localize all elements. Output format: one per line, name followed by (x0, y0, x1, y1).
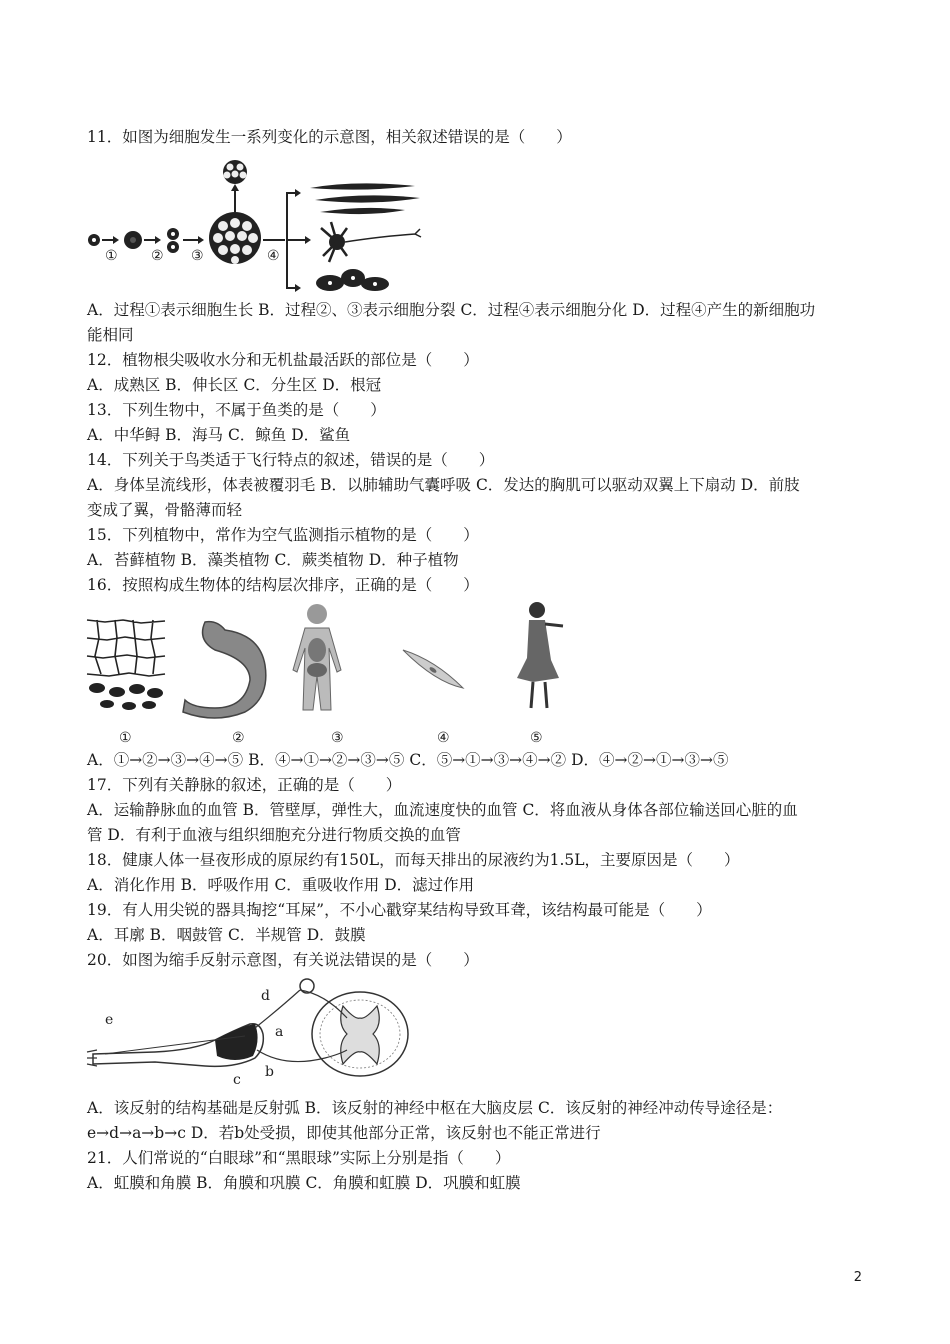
fig20-label-c: c (233, 1072, 241, 1088)
fig16-woman (517, 602, 563, 708)
fig11-cell-cluster (209, 212, 261, 264)
q11-options-1: A．过程①表示细胞生长 B．过程②、③表示细胞分裂 C．过程④表示细胞分化 D．过程④产生的新细胞功 (87, 301, 816, 319)
q20-options-2: e→d→a→b→c D．若b处受损，即使其他部分正常，该反射也不能正常进行 (87, 1124, 601, 1142)
q14-options-2: 变成了翼，骨骼薄而轻 (87, 501, 243, 519)
q17-options-2: 管 D．有利于血液与组织细胞充分进行物质交换的血管 (87, 826, 461, 844)
fig16-structure-levels (85, 600, 585, 748)
q12-options: A．成熟区 B．伸长区 C．分生区 D．根冠 (87, 376, 382, 394)
q20-options-1: A．该反射的结构基础是反射弧 B．该反射的神经中枢在大脑皮层 C．该反射的神经冲动传导途径是： (87, 1099, 783, 1117)
fig11-muscle-cells (310, 183, 420, 214)
page-number: 2 (853, 1270, 862, 1285)
fig11-label-1: ① (105, 248, 118, 264)
fig20-label-e: e (105, 1012, 114, 1028)
q21-options: A．虹膜和角膜 B．角膜和巩膜 C．角膜和虹膜 D．巩膜和虹膜 (87, 1174, 521, 1192)
fig20-label-a: a (275, 1024, 284, 1040)
fig16-label-5: ⑤ (530, 730, 543, 746)
q20-stem: 20．如图为缩手反射示意图，有关说法错误的是（ ） (87, 951, 479, 969)
fig11-cell-diagram (85, 158, 425, 293)
q19-options: A．耳廓 B．咽鼓管 C．半规管 D．鼓膜 (87, 926, 366, 944)
q15-options: A．苔藓植物 B．藻类植物 C．蕨类植物 D．种子植物 (87, 551, 459, 569)
q11-stem: 11．如图为细胞发生一系列变化的示意图，相关叙述错误的是（ ） (87, 128, 572, 146)
q19-stem: 19．有人用尖锐的器具掏挖“耳屎”，不小心戳穿某结构导致耳聋，该结构最可能是（ ） (87, 901, 712, 919)
fig11-label-4: ④ (267, 248, 280, 264)
fig11-label-2: ② (151, 248, 164, 264)
q14-options-1: A．身体呈流线形，体表被覆羽毛 B．以肺辅助气囊呼吸 C．发达的胸肌可以驱动双翼上下扇动 D．前肢 (87, 476, 800, 494)
fig11-top-cluster (223, 160, 247, 184)
fig11-tissue-cells (316, 269, 389, 291)
q21-stem: 21．人们常说的“白眼球”和“黑眼球”实际上分别是指（ ） (87, 1149, 511, 1167)
fig16-label-1: ① (119, 730, 132, 746)
fig16-tissue (87, 620, 167, 712)
fig16-label-4: ④ (437, 730, 450, 746)
q11-options-2: 能相同 (87, 326, 134, 344)
fig11-label-3: ③ (191, 248, 204, 264)
fig16-label-2: ② (232, 730, 245, 746)
q18-options: A．消化作用 B．呼吸作用 C．重吸收作用 D．滤过作用 (87, 876, 475, 894)
fig16-human-body (293, 604, 341, 710)
q15-stem: 15．下列植物中，常作为空气监测指示植物的是（ ） (87, 526, 479, 544)
q17-options-1: A．运输静脉血的血管 B．管壁厚，弹性大，血流速度快的血管 C．将血液从身体各部位输送回心脏的血 (87, 801, 798, 819)
q12-stem: 12．植物根尖吸收水分和无机盐最活跃的部位是（ ） (87, 351, 479, 369)
q13-stem: 13．下列生物中，不属于鱼类的是（ ） (87, 401, 386, 419)
q16-options: A．①→②→③→④→⑤ B．④→①→②→③→⑤ C．⑤→①→③→④→② D．④→②→①→③→⑤ (87, 751, 729, 769)
fig20-label-b: b (265, 1064, 274, 1080)
fig11-neuron (321, 222, 421, 262)
fig16-label-3: ③ (331, 730, 344, 746)
fig20-label-d: d (261, 988, 270, 1004)
q13-options: A．中华鲟 B．海马 C．鲸鱼 D．鲨鱼 (87, 426, 351, 444)
q18-stem: 18．健康人体一昼夜形成的原尿约有150L，而每天排出的尿液约为1.5L，主要原因是（ ） (87, 851, 740, 869)
q17-stem: 17．下列有关静脉的叙述，正确的是（ ） (87, 776, 402, 794)
fig20-reflex-arc (85, 978, 425, 1088)
q16-stem: 16．按照构成生物体的结构层次排序，正确的是（ ） (87, 576, 479, 594)
fig16-stomach (183, 622, 266, 718)
q14-stem: 14．下列关于鸟类适于飞行特点的叙述，错误的是（ ） (87, 451, 495, 469)
